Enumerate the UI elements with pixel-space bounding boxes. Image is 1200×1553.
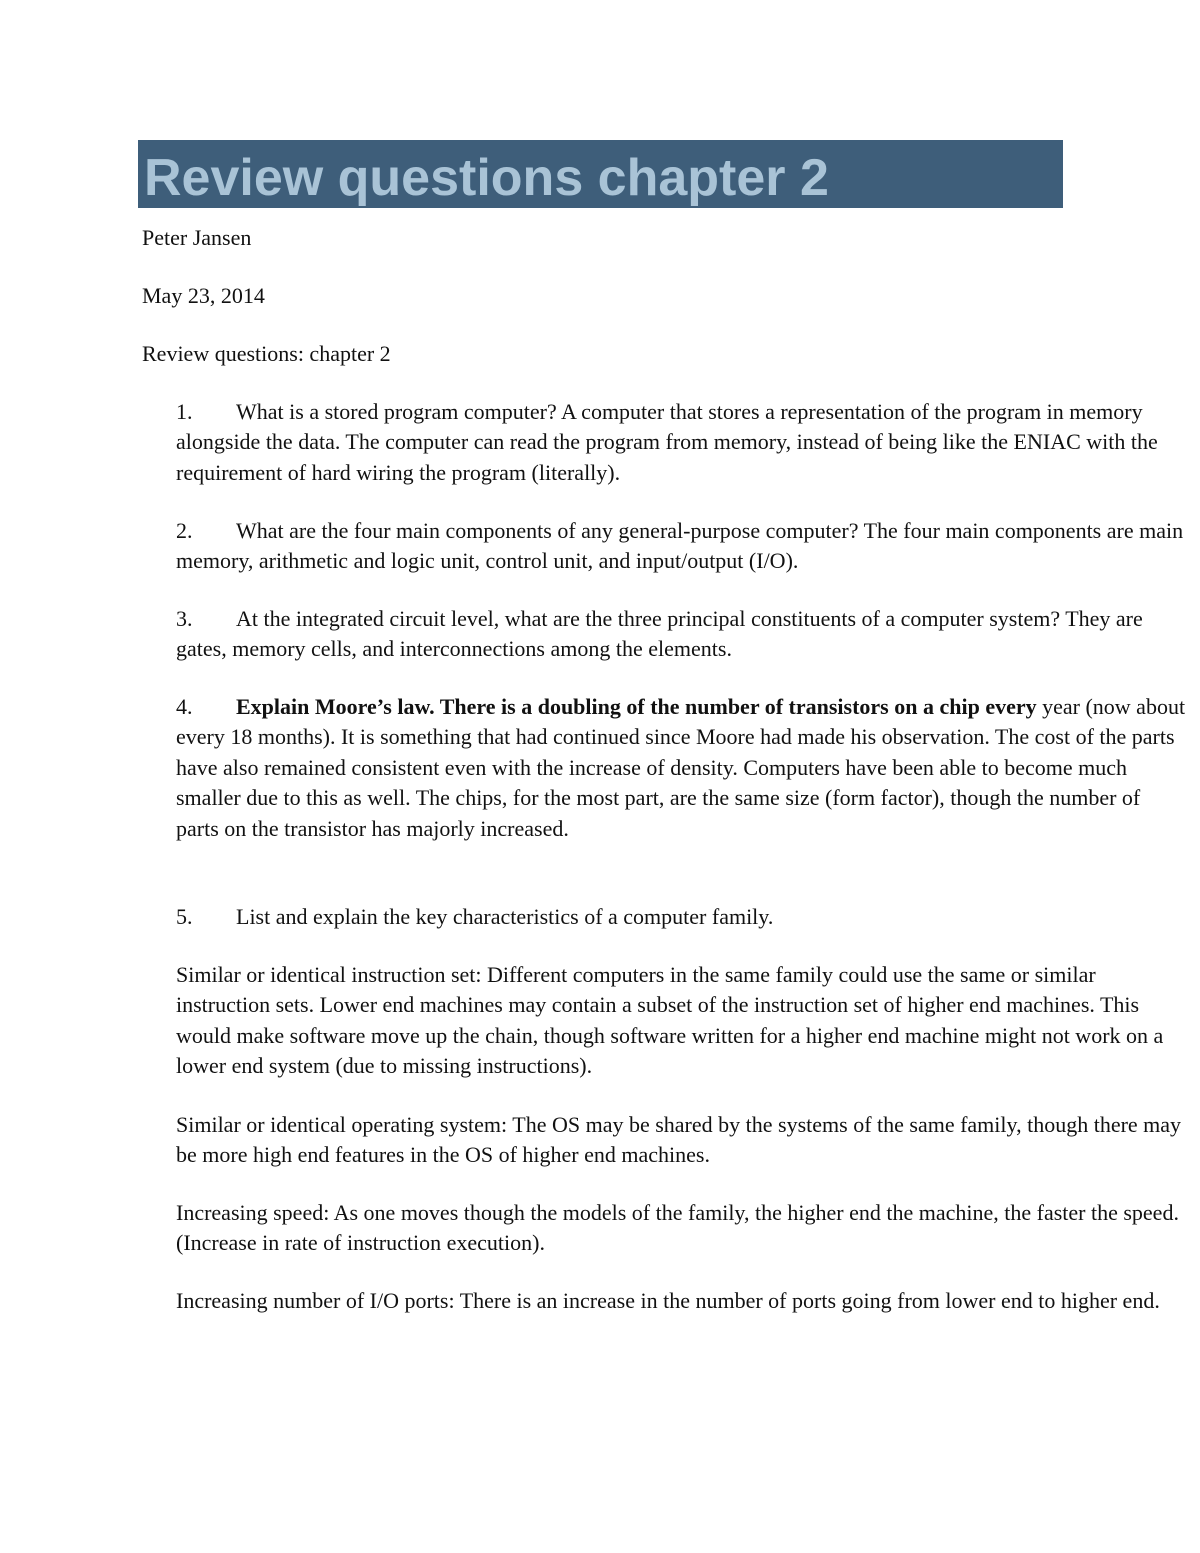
question-item-1 (176, 397, 1188, 488)
subtitle-line: Review questions: chapter 2 (142, 341, 391, 366)
question-number: 3. (176, 606, 193, 631)
question-text: Explain Moore’s law. (236, 694, 435, 719)
answer-text: They are gates, memory cells, and interconnections among the elements. (176, 606, 1143, 662)
date-line: May 23, 2014 (142, 283, 265, 308)
question-item-4 (176, 692, 1188, 844)
document-title: Review questions chapter 2 (144, 149, 829, 207)
characteristic-paragraph-3: Increasing speed: As one moves though the models of the family, the higher end the machine, the faster the speed. (Increase in rate of instruction execution). (176, 1200, 1179, 1256)
question-text: What are the four main components of any general-purpose computer? (236, 518, 859, 543)
question-number: 5. (176, 904, 193, 929)
author-line: Peter Jansen (142, 225, 252, 250)
characteristic-paragraph-4: Increasing number of I/O ports: There is an increase in the number of ports going from lower end to higher end. (176, 1288, 1160, 1313)
characteristic-paragraph-2: Similar or identical operating system: The OS may be shared by the systems of the same family, though there may be more high end features in the OS of higher end machines. (176, 1112, 1182, 1168)
answer-bold-text: There is a doubling of the number of transistors on a chip every (434, 694, 1037, 719)
question-text: At the integrated circuit level, what are the three principal constituents of a computer system? (236, 606, 1061, 631)
answer-text: The four main components are main memory, arithmetic and logic unit, control unit, and input/output (I/O). (176, 518, 1184, 574)
question-item-2 (176, 516, 1188, 577)
question-number: 1. (176, 399, 193, 424)
answer-text: year (now about every 18 months). It is something that had continued since Moore had made his observation. The cost of the parts have also remained consistent even with the increase of density. Computers have been able to become much smaller due to this as well. The chips, for the most part, are the same size (form factor), though the number of parts on the transistor has majorly increased. (176, 694, 1186, 841)
question-number: 2. (176, 518, 193, 543)
answer-text: A computer that stores a representation of the program in memory alongside the data. The computer can read the program from memory, instead of being like the ENIAC with the requirement of hard wiring the program (literally). (176, 399, 1158, 485)
title-banner (138, 140, 1063, 208)
question-number: 4. (176, 694, 193, 719)
question-item-3 (176, 604, 1188, 665)
question-text: List and explain the key characteristics of a computer family. (236, 904, 774, 929)
question-item-5 (176, 902, 1188, 932)
characteristic-paragraph-1: Similar or identical instruction set: Different computers in the same family could use the same or similar instruction sets. Lower end machines may contain a subset of the instruction set of higher end machines. This would make software move up the chain, though software written for a higher end machine might not work on a lower end system (due to missing instructions). (176, 962, 1164, 1079)
question-text: What is a stored program computer? (236, 399, 557, 424)
